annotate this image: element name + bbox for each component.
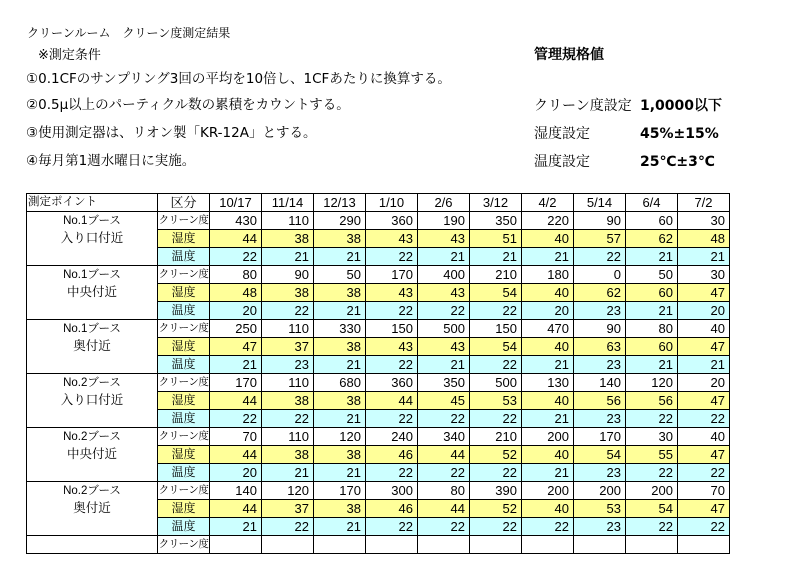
clean-value: 110: [262, 320, 314, 338]
temp-label: 温度: [158, 302, 210, 320]
humidity-value: 40: [522, 392, 574, 410]
temp-label: 温度: [158, 356, 210, 374]
clean-label: クリーン度: [158, 320, 210, 338]
point-booth: No.1ブース: [63, 269, 121, 281]
humidity-value: 44: [210, 500, 262, 518]
clean-value-empty: [366, 536, 418, 554]
clean-value-empty: [522, 536, 574, 554]
clean-label: クリーン度: [158, 536, 210, 554]
clean-value: 360: [366, 212, 418, 230]
point-cell: [27, 374, 158, 428]
clean-value: 210: [470, 266, 522, 284]
table-header-row: [27, 194, 730, 212]
clean-value: 200: [626, 482, 678, 500]
clean-value: 300: [366, 482, 418, 500]
temp-value: 22: [574, 248, 626, 266]
date-header: 7/2: [678, 194, 730, 212]
clean-value: 200: [574, 482, 626, 500]
temp-value: 22: [678, 518, 730, 536]
humidity-value: 44: [418, 500, 470, 518]
spec-value-temp: 25℃±3℃: [640, 154, 715, 170]
clean-value: 150: [470, 320, 522, 338]
date-header: 5/14: [574, 194, 626, 212]
clean-value-empty: [678, 536, 730, 554]
clean-value: 330: [314, 320, 366, 338]
clean-value: 90: [262, 266, 314, 284]
humidity-value: 38: [314, 500, 366, 518]
temp-value: 20: [210, 464, 262, 482]
humidity-value: 44: [366, 392, 418, 410]
clean-value: 140: [574, 374, 626, 392]
humidity-label: 湿度: [158, 338, 210, 356]
humidity-value: 40: [522, 446, 574, 464]
clean-value: 120: [262, 482, 314, 500]
clean-value: 210: [470, 428, 522, 446]
clean-value: 90: [574, 320, 626, 338]
point-location: 中央付近: [66, 285, 117, 299]
temp-label: 温度: [158, 248, 210, 266]
clean-value: 70: [678, 482, 730, 500]
date-header: 12/13: [314, 194, 366, 212]
temp-value: 22: [470, 356, 522, 374]
clean-value: 470: [522, 320, 574, 338]
clean-row: [27, 212, 730, 230]
point-booth: No.2ブース: [63, 431, 121, 443]
clean-value: 80: [210, 266, 262, 284]
clean-value: 500: [470, 374, 522, 392]
clean-value: 130: [522, 374, 574, 392]
clean-value: 240: [366, 428, 418, 446]
clean-value: 350: [418, 374, 470, 392]
clean-value: 340: [418, 428, 470, 446]
clean-value-empty: [470, 536, 522, 554]
point-cell: [27, 266, 158, 320]
clean-value: 80: [626, 320, 678, 338]
humidity-value: 38: [314, 284, 366, 302]
humidity-value: 40: [522, 500, 574, 518]
clean-value: 350: [470, 212, 522, 230]
clean-value: 170: [210, 374, 262, 392]
point-location: 入り口付近: [60, 231, 124, 245]
clean-value: 110: [262, 212, 314, 230]
humidity-value: 51: [470, 230, 522, 248]
humidity-value: 40: [522, 284, 574, 302]
clean-value: 120: [626, 374, 678, 392]
clean-value: 250: [210, 320, 262, 338]
spec-label-humidity: 湿度設定: [534, 126, 590, 142]
date-header: 4/2: [522, 194, 574, 212]
temp-value: 22: [366, 356, 418, 374]
humidity-value: 48: [678, 230, 730, 248]
date-header: 6/4: [626, 194, 678, 212]
clean-label: クリーン度: [158, 428, 210, 446]
temp-value: 22: [210, 410, 262, 428]
humidity-value: 43: [418, 230, 470, 248]
temp-value: 22: [366, 248, 418, 266]
temp-value: 21: [314, 356, 366, 374]
temp-value: 21: [522, 248, 574, 266]
temp-value: 21: [314, 464, 366, 482]
temp-value: 20: [678, 302, 730, 320]
temp-value: 22: [366, 518, 418, 536]
temp-value: 22: [678, 410, 730, 428]
humidity-value: 47: [678, 338, 730, 356]
temp-value: 22: [470, 410, 522, 428]
clean-value: 170: [314, 482, 366, 500]
clean-row: [27, 428, 730, 446]
clean-value: 170: [574, 428, 626, 446]
clean-label: クリーン度: [158, 482, 210, 500]
clean-value: 200: [522, 482, 574, 500]
humidity-value: 53: [470, 392, 522, 410]
temp-value: 23: [262, 356, 314, 374]
type-header: 区分: [158, 194, 210, 212]
humidity-value: 45: [418, 392, 470, 410]
humidity-value: 56: [574, 392, 626, 410]
temp-value: 22: [522, 518, 574, 536]
clean-value: 30: [626, 428, 678, 446]
clean-value: 430: [210, 212, 262, 230]
humidity-value: 43: [366, 284, 418, 302]
humidity-value: 47: [678, 446, 730, 464]
temp-value: 21: [314, 248, 366, 266]
humidity-value: 56: [626, 392, 678, 410]
temp-value: 23: [574, 302, 626, 320]
humidity-value: 47: [678, 392, 730, 410]
humidity-value: 38: [314, 230, 366, 248]
clean-label: クリーン度: [158, 212, 210, 230]
point-booth: No.2ブース: [63, 485, 121, 497]
temp-value: 23: [574, 464, 626, 482]
temp-value: 22: [470, 464, 522, 482]
clean-value: 110: [262, 374, 314, 392]
clean-value: 360: [366, 374, 418, 392]
point-location: 奥付近: [73, 339, 111, 353]
clean-value: 70: [210, 428, 262, 446]
humidity-value: 57: [574, 230, 626, 248]
point-booth: No.2ブース: [63, 377, 121, 389]
humidity-value: 60: [626, 338, 678, 356]
temp-value: 22: [470, 302, 522, 320]
temp-value: 22: [210, 248, 262, 266]
point-booth: No.1ブース: [63, 323, 121, 335]
point-location: 入り口付近: [60, 393, 124, 407]
spec-heading: 管理規格値: [534, 47, 604, 63]
point-cell: [27, 428, 158, 482]
humidity-value: 54: [470, 284, 522, 302]
point-cell: [27, 212, 158, 266]
temp-value: 22: [418, 302, 470, 320]
clean-value-empty: [210, 536, 262, 554]
temp-value: 21: [678, 356, 730, 374]
clean-value: 170: [366, 266, 418, 284]
humidity-value: 52: [470, 446, 522, 464]
humidity-value: 38: [314, 338, 366, 356]
humidity-label: 湿度: [158, 500, 210, 518]
temp-value: 21: [626, 248, 678, 266]
clean-value-empty: [626, 536, 678, 554]
spec-value-clean: 1,0000以下: [640, 98, 723, 114]
temp-value: 21: [522, 410, 574, 428]
humidity-value: 54: [470, 338, 522, 356]
clean-row: [27, 374, 730, 392]
point-cell-empty: [27, 536, 158, 554]
temp-label: 温度: [158, 518, 210, 536]
point-header: 測定ポイント: [27, 194, 158, 212]
temp-value: 21: [470, 248, 522, 266]
temp-value: 23: [574, 518, 626, 536]
temp-value: 22: [366, 410, 418, 428]
point-booth: No.1ブース: [63, 215, 121, 227]
humidity-label: 湿度: [158, 230, 210, 248]
condition-item: ②0.5μ以上のパーティクル数の累積をカウントする。: [26, 97, 350, 113]
temp-value: 23: [574, 410, 626, 428]
humidity-value: 44: [418, 446, 470, 464]
clean-value: 110: [262, 428, 314, 446]
clean-value: 220: [522, 212, 574, 230]
humidity-value: 43: [418, 338, 470, 356]
clean-value: 20: [678, 374, 730, 392]
condition-item: ①0.1CFのサンプリング3回の平均を10倍し、1CFあたりに換算する。: [26, 71, 451, 87]
clean-value: 290: [314, 212, 366, 230]
humidity-value: 47: [678, 284, 730, 302]
temp-label: 温度: [158, 410, 210, 428]
humidity-value: 43: [366, 338, 418, 356]
temp-label: 温度: [158, 464, 210, 482]
humidity-value: 40: [522, 338, 574, 356]
humidity-value: 37: [262, 500, 314, 518]
humidity-value: 62: [626, 230, 678, 248]
temp-value: 22: [366, 302, 418, 320]
humidity-label: 湿度: [158, 446, 210, 464]
spec-label-temp: 温度設定: [534, 154, 590, 170]
temp-value: 21: [262, 464, 314, 482]
humidity-value: 55: [626, 446, 678, 464]
temp-value: 20: [210, 302, 262, 320]
clean-value: 0: [574, 266, 626, 284]
humidity-value: 44: [210, 230, 262, 248]
clean-value: 500: [418, 320, 470, 338]
clean-label: クリーン度: [158, 266, 210, 284]
date-header: 1/10: [366, 194, 418, 212]
temp-value: 21: [678, 248, 730, 266]
date-header: 11/14: [262, 194, 314, 212]
humidity-label: 湿度: [158, 284, 210, 302]
spec-label-clean: クリーン度設定: [534, 98, 632, 114]
temp-value: 22: [366, 464, 418, 482]
clean-value-empty: [418, 536, 470, 554]
humidity-value: 52: [470, 500, 522, 518]
humidity-value: 53: [574, 500, 626, 518]
clean-value: 80: [418, 482, 470, 500]
humidity-value: 46: [366, 500, 418, 518]
humidity-value: 44: [210, 446, 262, 464]
humidity-value: 54: [626, 500, 678, 518]
clean-value: 120: [314, 428, 366, 446]
clean-value-empty: [574, 536, 626, 554]
humidity-value: 43: [418, 284, 470, 302]
humidity-value: 38: [262, 392, 314, 410]
clean-value: 40: [678, 428, 730, 446]
humidity-label: 湿度: [158, 392, 210, 410]
humidity-value: 38: [262, 230, 314, 248]
temp-value: 21: [522, 356, 574, 374]
clean-value: 140: [210, 482, 262, 500]
point-location: 奥付近: [73, 501, 111, 515]
temp-value: 22: [262, 410, 314, 428]
humidity-value: 40: [522, 230, 574, 248]
temp-value: 21: [314, 518, 366, 536]
humidity-value: 62: [574, 284, 626, 302]
humidity-value: 38: [262, 446, 314, 464]
page-title: クリーンルーム クリーン度測定結果: [27, 26, 231, 40]
clean-value: 400: [418, 266, 470, 284]
temp-value: 21: [314, 302, 366, 320]
temp-value: 21: [314, 410, 366, 428]
humidity-value: 46: [366, 446, 418, 464]
temp-value: 22: [626, 464, 678, 482]
date-header: 2/6: [418, 194, 470, 212]
temp-value: 22: [418, 464, 470, 482]
clean-value: 50: [314, 266, 366, 284]
humidity-value: 47: [678, 500, 730, 518]
measurement-table: [26, 193, 730, 554]
temp-value: 21: [626, 356, 678, 374]
conditions-heading: ※測定条件: [38, 48, 101, 63]
clean-value: 180: [522, 266, 574, 284]
temp-value: 21: [418, 248, 470, 266]
humidity-value: 54: [574, 446, 626, 464]
clean-value: 40: [678, 320, 730, 338]
humidity-value: 48: [210, 284, 262, 302]
clean-row: [27, 320, 730, 338]
temp-value: 22: [678, 464, 730, 482]
clean-value: 200: [522, 428, 574, 446]
humidity-value: 38: [314, 446, 366, 464]
temp-value: 22: [262, 302, 314, 320]
temp-value: 23: [574, 356, 626, 374]
clean-value: 30: [678, 266, 730, 284]
clean-value: 90: [574, 212, 626, 230]
clean-value: 150: [366, 320, 418, 338]
humidity-value: 47: [210, 338, 262, 356]
temp-value: 22: [262, 518, 314, 536]
temp-value: 21: [262, 248, 314, 266]
clean-value: 190: [418, 212, 470, 230]
temp-value: 22: [626, 518, 678, 536]
spec-value-humidity: 45%±15%: [640, 126, 719, 142]
temp-value: 22: [626, 410, 678, 428]
humidity-value: 63: [574, 338, 626, 356]
humidity-value: 44: [210, 392, 262, 410]
temp-value: 22: [418, 518, 470, 536]
partial-row: [27, 536, 730, 554]
clean-row: [27, 482, 730, 500]
date-header: 10/17: [210, 194, 262, 212]
clean-value-empty: [262, 536, 314, 554]
clean-value: 60: [626, 212, 678, 230]
temp-value: 22: [470, 518, 522, 536]
temp-value: 21: [210, 356, 262, 374]
temp-value: 21: [626, 302, 678, 320]
humidity-value: 37: [262, 338, 314, 356]
temp-value: 22: [418, 410, 470, 428]
humidity-value: 38: [262, 284, 314, 302]
clean-value: 30: [678, 212, 730, 230]
point-cell: [27, 320, 158, 374]
humidity-value: 43: [366, 230, 418, 248]
clean-value: 50: [626, 266, 678, 284]
clean-value: 390: [470, 482, 522, 500]
clean-value: 680: [314, 374, 366, 392]
temp-value: 21: [210, 518, 262, 536]
date-header: 3/12: [470, 194, 522, 212]
clean-value-empty: [314, 536, 366, 554]
point-cell: [27, 482, 158, 536]
condition-item: ④毎月第1週水曜日に実施。: [26, 153, 196, 169]
humidity-value: 38: [314, 392, 366, 410]
condition-item: ③使用測定器は、リオン製「KR-12A」とする。: [26, 125, 317, 141]
clean-row: [27, 266, 730, 284]
humidity-value: 60: [626, 284, 678, 302]
temp-value: 21: [418, 356, 470, 374]
temp-value: 20: [522, 302, 574, 320]
clean-label: クリーン度: [158, 374, 210, 392]
temp-value: 21: [522, 464, 574, 482]
point-location: 中央付近: [66, 447, 117, 461]
